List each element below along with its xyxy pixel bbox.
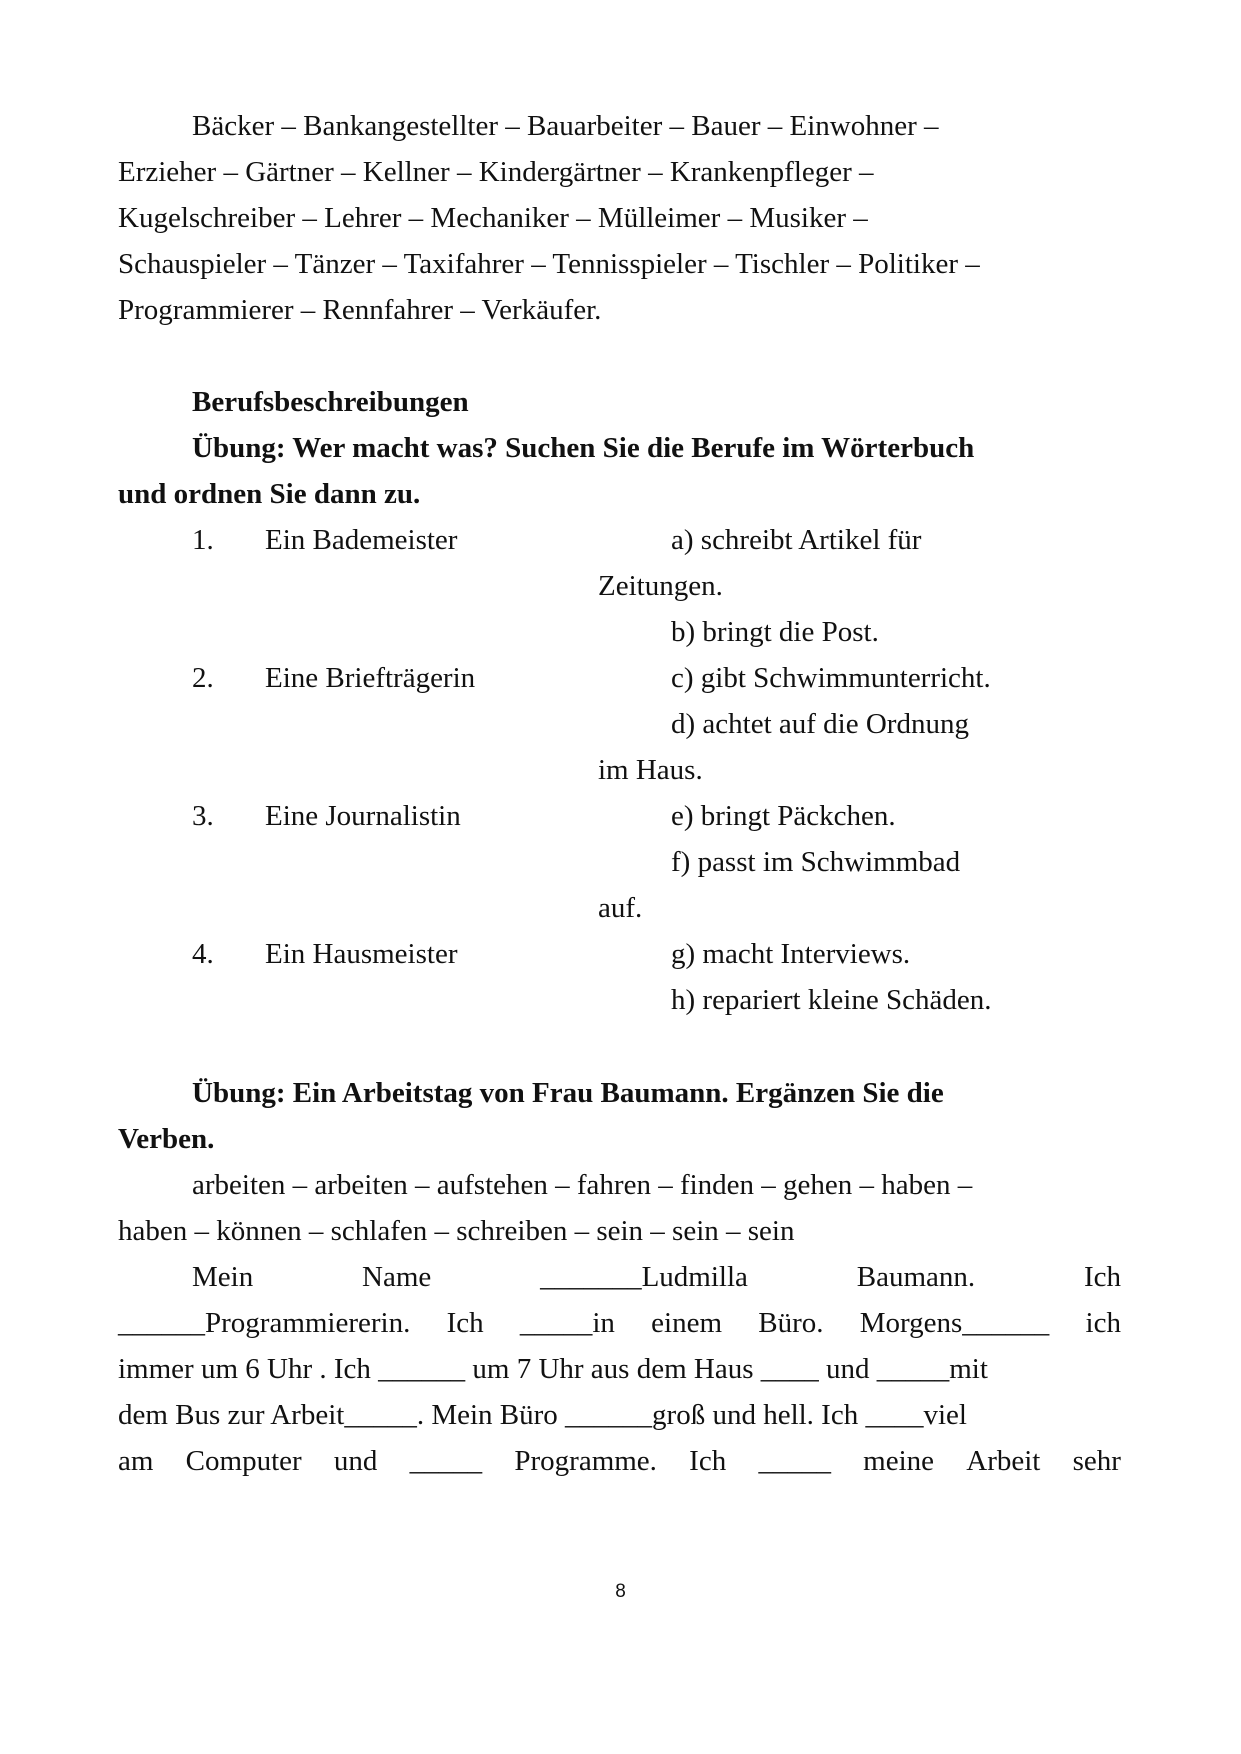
answer-g: g) macht Interviews. bbox=[671, 938, 911, 970]
answer-b: b) bringt die Post. bbox=[671, 616, 879, 648]
item-number: 4. bbox=[192, 938, 214, 970]
word-with-gap: ______Programmiererin. bbox=[118, 1307, 411, 1339]
gap: _____ bbox=[758, 1445, 831, 1477]
word: meine bbox=[863, 1445, 935, 1477]
word: Computer bbox=[185, 1445, 302, 1477]
answer-d-cont: im Haus. bbox=[598, 754, 703, 786]
answer-h: h) repariert kleine Schäden. bbox=[671, 984, 992, 1016]
wordlist-line-4: Schauspieler – Tänzer – Taxifahrer – Tennisspieler – Tischler – Politiker – bbox=[118, 248, 980, 280]
word-with-gap: Morgens______ bbox=[859, 1307, 1050, 1339]
item-text: Eine Briefträgerin bbox=[265, 662, 476, 694]
word: Arbeit bbox=[966, 1445, 1041, 1477]
gapfill-line-4: dem Bus zur Arbeit_____. Mein Büro ______groß und hell. Ich ____viel bbox=[118, 1399, 967, 1431]
exercise1-title-line1: Übung: Wer macht was? Suchen Sie die Berufe im Wörterbuch bbox=[192, 432, 975, 464]
wordlist-line-3: Kugelschreiber – Lehrer – Mechaniker – Mülleimer – Musiker – bbox=[118, 202, 868, 234]
answer-a-cont: Zeitungen. bbox=[598, 570, 723, 602]
word: Ich bbox=[446, 1307, 484, 1339]
word: Mein bbox=[192, 1261, 254, 1293]
verb-list-line2: haben – können – schlafen – schreiben – sein – sein – sein bbox=[118, 1215, 795, 1247]
answer-a: a) schreibt Artikel für bbox=[671, 524, 922, 556]
gapfill-line-2 bbox=[118, 1309, 1121, 1338]
word-with-gap: _____in bbox=[519, 1307, 615, 1339]
item-text: Ein Hausmeister bbox=[265, 938, 458, 970]
word-with-gap: _______Ludmilla bbox=[540, 1261, 748, 1293]
word: Name bbox=[362, 1261, 432, 1293]
gap: _____ bbox=[409, 1445, 483, 1477]
item-number: 2. bbox=[192, 662, 214, 694]
item-text: Eine Journalistin bbox=[265, 800, 461, 832]
word: Programme. bbox=[514, 1445, 657, 1477]
answer-d: d) achtet auf die Ordnung bbox=[671, 708, 969, 740]
wordlist-line-1: Bäcker – Bankangestellter – Bauarbeiter – Bauer – Einwohner – bbox=[192, 110, 939, 142]
word: am bbox=[118, 1445, 154, 1477]
word: einem bbox=[651, 1307, 723, 1339]
item-number: 1. bbox=[192, 524, 214, 556]
item-text: Ein Bademeister bbox=[265, 524, 458, 556]
item-number: 3. bbox=[192, 800, 214, 832]
gapfill-line-5 bbox=[118, 1447, 1121, 1476]
exercise1-title-line2: und ordnen Sie dann zu. bbox=[118, 478, 421, 510]
word: sehr bbox=[1072, 1445, 1121, 1477]
wordlist-line-2: Erzieher – Gärtner – Kellner – Kindergärtner – Krankenpfleger – bbox=[118, 156, 874, 188]
answer-f: f) passt im Schwimmbad bbox=[671, 846, 961, 878]
word: Ich bbox=[689, 1445, 727, 1477]
wordlist-line-5: Programmierer – Rennfahrer – Verkäufer. bbox=[118, 294, 602, 326]
word: Büro. bbox=[758, 1307, 824, 1339]
exercise2-title-line1: Übung: Ein Arbeitstag von Frau Baumann. Ergänzen Sie die bbox=[192, 1077, 944, 1109]
word: und bbox=[333, 1445, 378, 1477]
gapfill-line-3: immer um 6 Uhr . Ich ______ um 7 Uhr aus dem Haus ____ und _____mit bbox=[118, 1353, 988, 1385]
word: Ich bbox=[1083, 1261, 1121, 1293]
section-title: Berufsbeschreibungen bbox=[192, 386, 469, 418]
word: Baumann. bbox=[856, 1261, 976, 1293]
answer-c: c) gibt Schwimmunterricht. bbox=[671, 662, 991, 694]
exercise2-title-line2: Verben. bbox=[118, 1123, 215, 1155]
word: ich bbox=[1085, 1307, 1121, 1339]
page-number: 8 bbox=[615, 1581, 626, 1602]
verb-list-line1: arbeiten – arbeiten – aufstehen – fahren – finden – gehen – haben – bbox=[192, 1169, 973, 1201]
answer-f-cont: auf. bbox=[598, 892, 643, 924]
answer-e: e) bringt Päckchen. bbox=[671, 800, 896, 832]
gapfill-line-1 bbox=[192, 1263, 1121, 1292]
